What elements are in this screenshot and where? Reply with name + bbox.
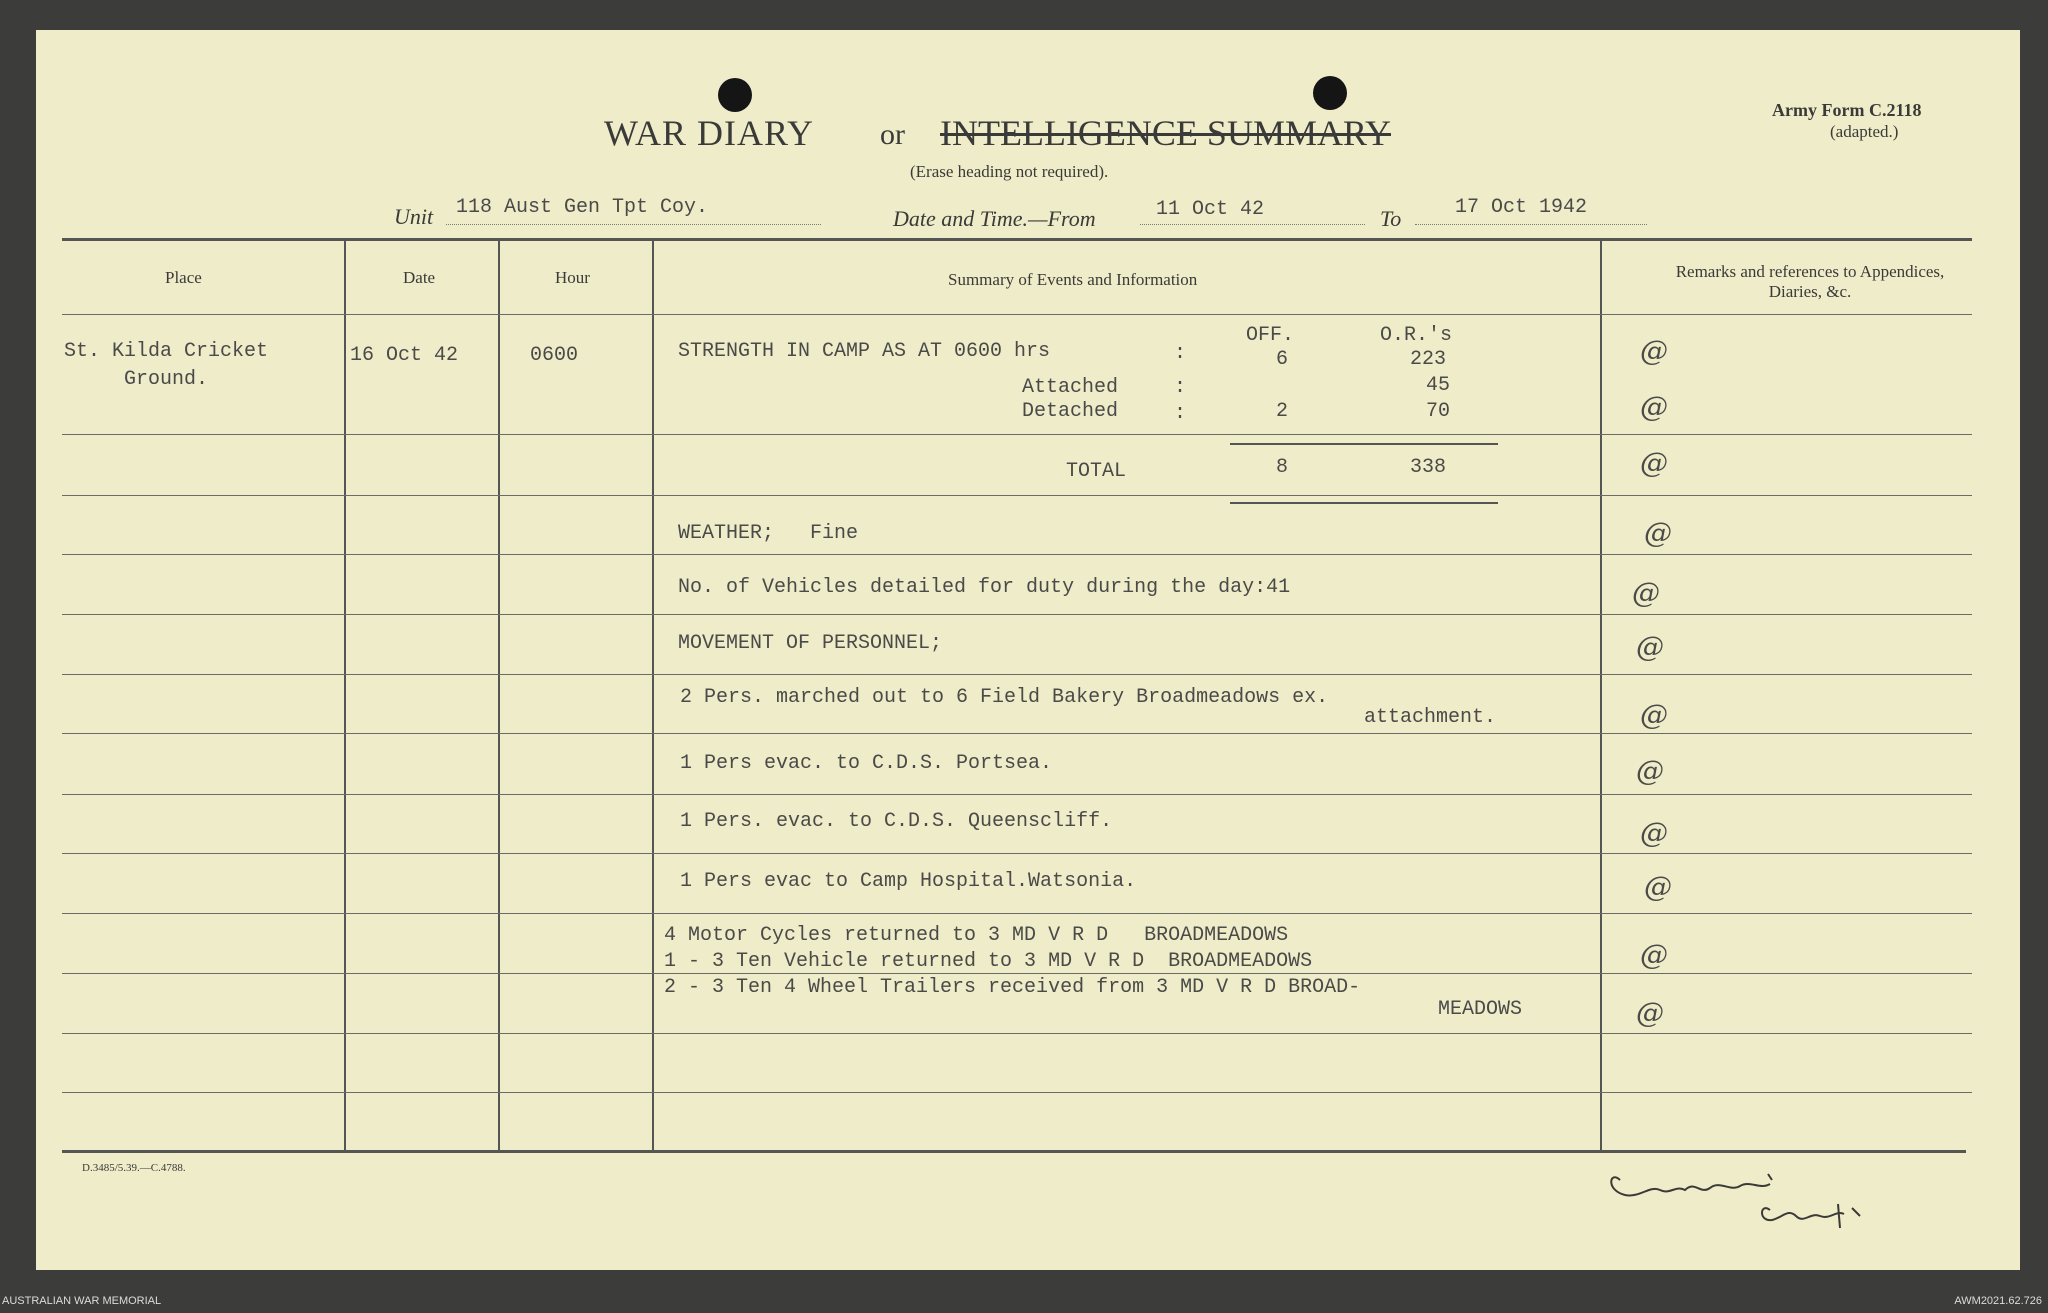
column-header-summary: Summary of Events and Information [948, 270, 1198, 289]
event-trailers-line1: 2 - 3 Ten 4 Wheel Trailers received from 3 MD V R D BROAD- [664, 976, 1361, 999]
unit-value: 118 Aust Gen Tpt Coy. [456, 196, 709, 219]
total-rule-top [1230, 443, 1498, 445]
to-value: 17 Oct 1942 [1455, 196, 1588, 219]
erase-note: (Erase heading not required). [910, 162, 1109, 181]
event-queenscliff: 1 Pers. evac. to C.D.S. Queenscliff. [680, 810, 1113, 833]
to-label: To [1380, 206, 1402, 231]
ruled-line [62, 1092, 1972, 1093]
signature-image [1600, 1160, 1890, 1240]
strength-row2-or: 45 [1426, 374, 1451, 397]
column-divider-date [344, 240, 346, 1152]
ruled-line [62, 853, 1972, 854]
ruled-line [62, 554, 1972, 555]
total-rule-bottom [1230, 502, 1498, 504]
event-motorcycles: 4 Motor Cycles returned to 3 MD V R D BROADMEADOWS [664, 924, 1289, 947]
strength-row3-label: Detached [1022, 400, 1119, 423]
strength-row2-label: Attached [1022, 376, 1119, 399]
form-code: D.3485/5.39.—C.4788. [82, 1162, 186, 1174]
entry-date: 16 Oct 42 [350, 344, 459, 367]
event-vehicles: No. of Vehicles detailed for duty during the day:41 [678, 576, 1291, 599]
strength-row1-label: STRENGTH IN CAMP AS AT 0600 hrs [678, 340, 1051, 363]
initial-mark-icon: @ [1640, 698, 1668, 731]
footer-accession-number: AWM2021.62.726 [1954, 1295, 2042, 1307]
event-watsonia: 1 Pers evac to Camp Hospital.Watsonia. [680, 870, 1137, 893]
strength-total-label: TOTAL [1066, 460, 1127, 483]
ruled-line [62, 314, 1972, 315]
footer-archive-name: AUSTRALIAN WAR MEMORIAL [2, 1295, 162, 1307]
ruled-line [62, 674, 1972, 675]
entry-place-line1: St. Kilda Cricket [64, 340, 269, 363]
initial-mark-icon: @ [1644, 870, 1672, 903]
event-movement: MOVEMENT OF PERSONNEL; [678, 632, 943, 655]
strength-total-or: 338 [1410, 456, 1447, 479]
initial-mark-icon: @ [1640, 816, 1668, 849]
title-intelligence-summary-struck: INTELLIGENCE SUMMARY [940, 113, 1391, 153]
entry-hour: 0600 [530, 344, 579, 367]
table-bottom-border [62, 1150, 1966, 1153]
initial-mark-icon: @ [1644, 516, 1672, 549]
initial-mark-icon: @ [1636, 630, 1664, 663]
from-value: 11 Oct 42 [1156, 198, 1265, 221]
ruled-line [62, 733, 1972, 734]
column-header-place: Place [165, 268, 202, 287]
column-divider-hour [498, 240, 500, 1152]
event-bakery-line2: attachment. [1364, 706, 1497, 729]
column-header-date: Date [403, 268, 436, 287]
strength-row2-colon: : [1174, 376, 1187, 399]
entry-place-line2: Ground. [124, 368, 209, 391]
column-header-hour: Hour [555, 268, 590, 287]
punch-hole-left [718, 78, 752, 112]
column-header-remarks: Remarks and references to Appendices, Diaries, &c. [1675, 262, 1945, 301]
unit-label: Unit [394, 204, 434, 229]
event-bakery-line1: 2 Pers. marched out to 6 Field Bakery Broadmeadows ex. [680, 686, 1329, 709]
initial-mark-icon: @ [1640, 390, 1668, 423]
army-form-sub: (adapted.) [1830, 122, 1899, 141]
strength-row3-off: 2 [1276, 400, 1289, 423]
ruled-line [62, 434, 1972, 435]
initial-mark-icon: @ [1636, 754, 1664, 787]
strength-row1-off: 6 [1276, 348, 1289, 371]
strength-row3-colon: : [1174, 402, 1187, 425]
ruled-line [62, 913, 1972, 914]
punch-hole-right [1313, 76, 1347, 110]
event-trailers-line2: MEADOWS [1438, 998, 1523, 1021]
column-divider-summary [652, 240, 654, 1152]
initial-mark-icon: @ [1636, 996, 1664, 1029]
initial-mark-icon: @ [1640, 446, 1668, 479]
initial-mark-icon: @ [1640, 334, 1668, 367]
event-portsea: 1 Pers evac. to C.D.S. Portsea. [680, 752, 1053, 775]
ruled-line [62, 1033, 1972, 1034]
date-time-label: Date and Time.—From [893, 206, 1096, 231]
ruled-line [62, 973, 1972, 974]
ruled-line [62, 794, 1972, 795]
table-top-border [62, 238, 1972, 241]
strength-total-off: 8 [1276, 456, 1289, 479]
army-form-label: Army Form C.2118 [1772, 100, 1922, 120]
ruled-line [62, 614, 1972, 615]
initial-mark-icon: @ [1640, 938, 1668, 971]
strength-row1-colon: : [1174, 342, 1187, 365]
ruled-line [62, 495, 1972, 496]
strength-row1-or: 223 [1410, 348, 1447, 371]
title-war-diary: WAR DIARY [604, 113, 815, 153]
title-or: or [880, 118, 905, 151]
initial-mark-icon: @ [1632, 576, 1660, 609]
strength-or-header: O.R.'s [1380, 324, 1453, 347]
event-weather: WEATHER; Fine [678, 522, 859, 545]
strength-off-header: OFF. [1246, 324, 1295, 347]
column-divider-remarks [1600, 240, 1602, 1152]
strength-row3-or: 70 [1426, 400, 1451, 423]
event-ten-vehicle: 1 - 3 Ten Vehicle returned to 3 MD V R D BROADMEADOWS [664, 950, 1313, 973]
